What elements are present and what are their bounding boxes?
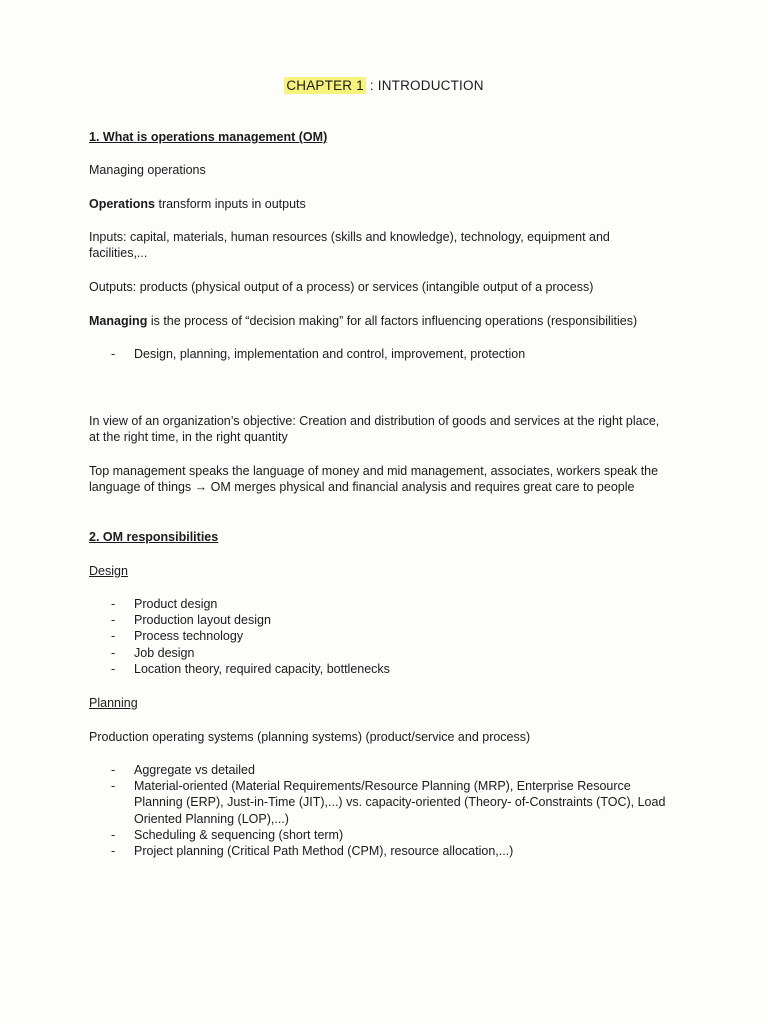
planning-intro: Production operating systems (planning systems) (product/service and process) [89, 730, 531, 744]
list-item: - Design, planning, implementation and control, improvement, protection [89, 346, 689, 362]
managing-definition [89, 313, 709, 329]
section-1-heading: 1. What is operations management (OM) [89, 130, 328, 144]
top-management-paragraph: Top management speaks the language of money and mid management, associates, workers speak the language of things → OM merges physical and financial analysis and requires great care to people [89, 464, 659, 494]
section-2-heading: 2. OM responsibilities [89, 530, 219, 544]
managing-term: Managing [89, 314, 148, 328]
list-item: - Project planning (Critical Path Method (CPM), resource allocation,...) [89, 843, 679, 859]
list-item: - Aggregate vs detailed [89, 762, 679, 778]
operations-definition-text: transform inputs in outputs [155, 197, 306, 211]
organization-objective-paragraph: In view of an organization’s objective: Creation and distribution of goods and services at the right place, at the right time, in the right quantity [89, 414, 660, 444]
inputs-paragraph: Inputs: capital, materials, human resources (skills and knowledge), technology, equipment and facilities,... [89, 230, 610, 260]
managing-operations-text: Managing operations [89, 163, 206, 177]
planning-subheading: Planning [89, 696, 138, 710]
planning-list [89, 762, 679, 859]
outputs-paragraph: Outputs: products (physical output of a process) or services (intangible output of a process) [89, 280, 594, 294]
list-item: - Job design [89, 645, 689, 661]
chapter-number-highlight: CHAPTER 1 [286, 78, 364, 93]
chapter-title [0, 78, 768, 94]
operations-definition [89, 196, 689, 212]
design-subheading: Design [89, 564, 128, 578]
list-item: - Material-oriented (Material Requirements/Resource Planning (MRP), Enterprise Resource Planning (ERP), Just-in-Time (JIT),...) vs. capacity-oriented (Theory- of-Constraints (TOC), Load Oriented Planning (LOP),...) [89, 778, 679, 827]
chapter-title-text: : INTRODUCTION [365, 78, 484, 93]
managing-bullet-list [89, 346, 689, 362]
list-item: - Process technology [89, 628, 689, 644]
list-item: - Scheduling & sequencing (short term) [89, 827, 679, 843]
design-list [89, 596, 689, 677]
operations-term: Operations [89, 197, 155, 211]
list-item: - Product design [89, 596, 689, 612]
list-item: - Production layout design [89, 612, 689, 628]
managing-definition-text: is the process of “decision making” for all factors influencing operations (responsibilities) [147, 314, 638, 328]
list-item: - Location theory, required capacity, bottlenecks [89, 661, 689, 677]
